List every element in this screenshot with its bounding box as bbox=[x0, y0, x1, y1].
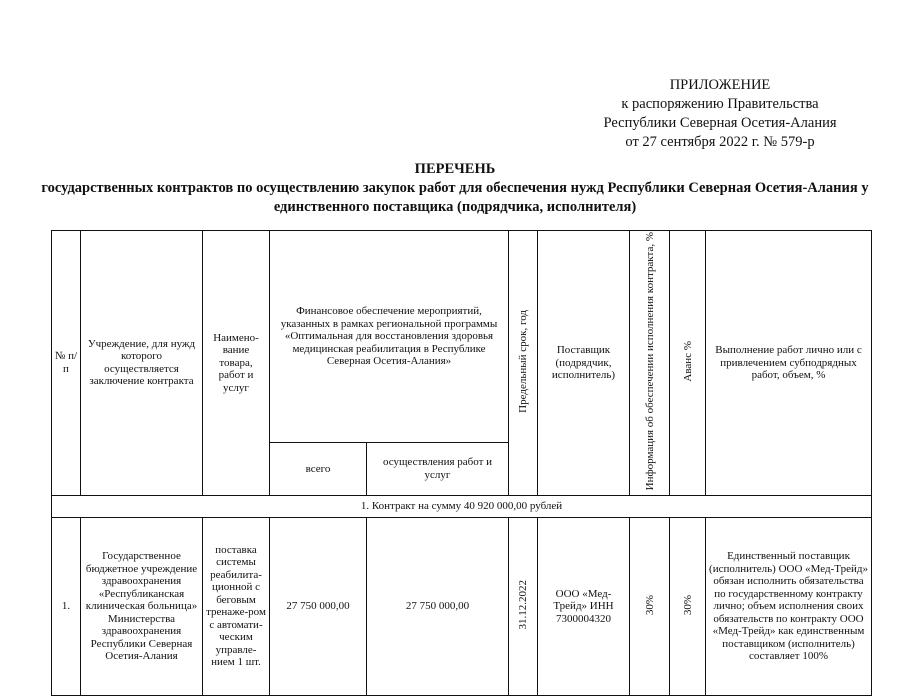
header-number: № п/п bbox=[52, 231, 81, 496]
header-deadline: Предельный срок, год bbox=[517, 309, 529, 413]
appendix-block bbox=[560, 76, 880, 152]
header-finance: Финансовое обеспечение мероприятий, указанных в рамках региональной программы «Оптимальная для восстановления здоровья медицинская реабилитация в Республике Северная Осетия-Алания» bbox=[270, 231, 509, 443]
row-deadline-cell bbox=[509, 517, 538, 695]
contracts-table bbox=[51, 230, 872, 696]
row-institution: Государственное бюджетное учреждение здравоохранения «Республиканская клиническая больница» Министерства здравоохранения Республики Северная Осетия-Алания bbox=[81, 517, 203, 695]
header-performance: Выполнение работ лично или с привлечением субподрядных работ, объем, % bbox=[706, 231, 872, 496]
section-row bbox=[52, 495, 872, 517]
row-item-name: поставка системы реабилита-ционной с беговым тренаже-ром с автомати-ческим управле-нием 1 шт. bbox=[203, 517, 270, 695]
header-supplier: Поставщик (подрядчик, исполнитель) bbox=[538, 231, 630, 496]
appendix-title: ПРИЛОЖЕНИЕ bbox=[669, 77, 771, 93]
row-supplier: ООО «Мед-Трейд» ИНН 7300004320 bbox=[538, 517, 630, 695]
row-exec: 27 750 000,00 bbox=[367, 517, 509, 695]
row-advance: 30% bbox=[681, 594, 694, 615]
table-row bbox=[52, 517, 872, 695]
row-security-cell bbox=[630, 517, 670, 695]
row-performance: Единственный поставщик (исполнитель) ООО «Мед-Трейд» обязан исполнить обязательства по государственному контракту лично; объем исполнения своих обязательств по контракту ООО «Мед-Трейд» как единственным поставщиком (исполнитель) составляет 100% bbox=[706, 517, 872, 695]
appendix-line-2: Республики Северная Осетия-Алания bbox=[603, 115, 837, 131]
header-security: Информация об обеспечении исполнения контракта, % bbox=[643, 232, 656, 491]
header-finance-total: всего bbox=[270, 442, 367, 495]
header-advance: Аванс % bbox=[681, 340, 694, 382]
table-header-row bbox=[52, 231, 872, 443]
appendix-line-1: к распоряжению Правительства bbox=[621, 96, 819, 112]
document-title-block bbox=[40, 160, 870, 217]
row-deadline: 31.12.2022 bbox=[517, 579, 529, 630]
document-title: ПЕРЕЧЕНЬ bbox=[414, 161, 496, 177]
header-institution: Учреждение, для нужд которого осуществляется заключение контракта bbox=[81, 231, 203, 496]
contracts-table-wrapper bbox=[51, 230, 872, 696]
header-finance-exec: осуществления работ и услуг bbox=[367, 442, 509, 495]
header-deadline-cell bbox=[509, 231, 538, 496]
appendix-line-3: от 27 сентября 2022 г. № 579-р bbox=[625, 134, 815, 150]
document-subtitle: государственных контрактов по осуществлению закупок работ для обеспечения нужд Республики Северная Осетия-Алания у единственного поставщика (подрядчика, исполнителя) bbox=[41, 180, 869, 215]
row-security: 30% bbox=[643, 594, 656, 615]
header-item-name: Наимено-вание товара, работ и услуг bbox=[203, 231, 270, 496]
header-security-cell bbox=[630, 231, 670, 496]
section-label: 1. Контракт на сумму 40 920 000,00 рублей bbox=[52, 495, 872, 517]
row-total: 27 750 000,00 bbox=[270, 517, 367, 695]
header-advance-cell bbox=[670, 231, 706, 496]
row-advance-cell bbox=[670, 517, 706, 695]
row-number: 1. bbox=[52, 517, 81, 695]
